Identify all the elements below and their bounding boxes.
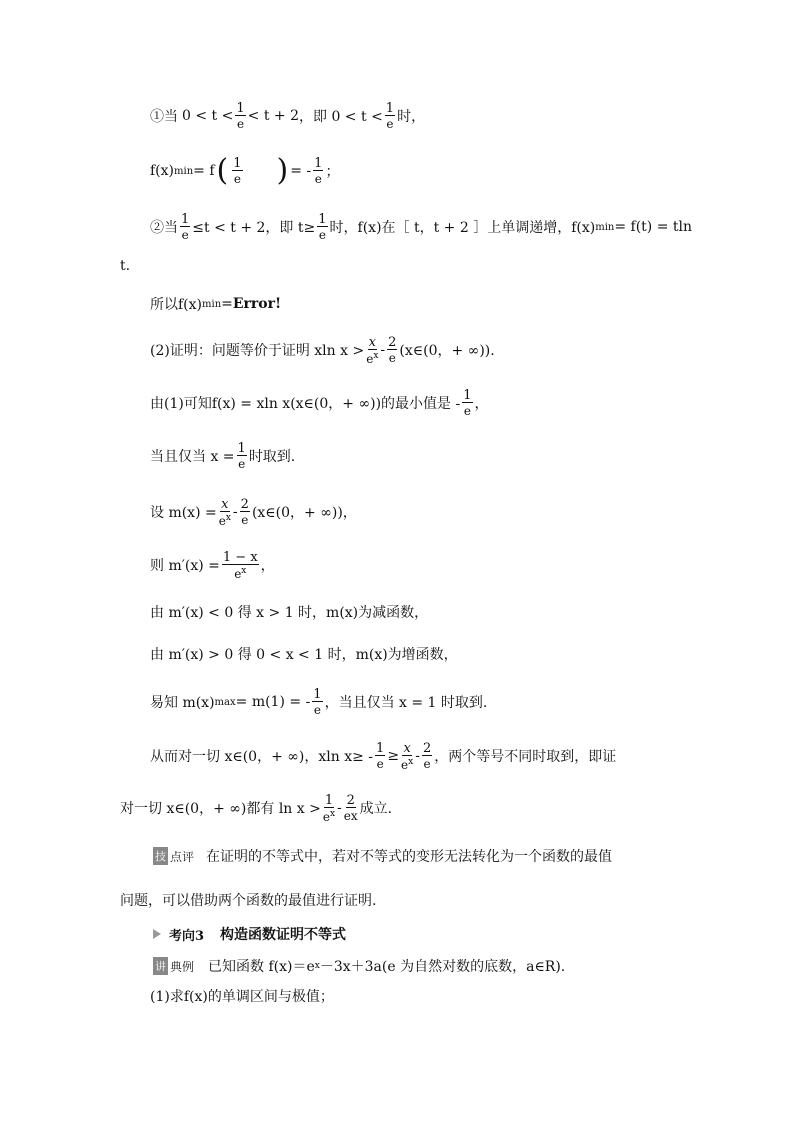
def-m-line: [150, 492, 357, 532]
fraction: $\frac{1}{e^x}$: [322, 792, 336, 824]
fraction: $\frac{1}{e}$: [318, 212, 327, 242]
from1-end: ，: [474, 396, 489, 412]
minus-sign: -: [415, 748, 420, 764]
comment-tag: 技: [153, 847, 168, 865]
fraction: $\frac{2}{e}$: [388, 335, 397, 365]
case1-suffix: 时，: [397, 109, 426, 125]
conclusion-eq: =: [221, 296, 233, 312]
comment-label: 点评: [170, 849, 195, 864]
comment-text: 在证明的不等式中，若对不等式的变形无法转化为一个函数的最值: [206, 849, 613, 865]
case2-line: [150, 207, 692, 247]
fraction: $\frac{1}{e}$: [313, 687, 322, 717]
hence2-prefix: 对一切 x∈(0，+ ∞)都有 ln x >: [120, 801, 321, 817]
example-text: 已知函数 f(x)＝e: [208, 959, 315, 975]
fraction: $\frac{1}{e}$: [463, 388, 472, 418]
hence2-line: [120, 788, 392, 828]
decreasing-line: 由 m′(x) < 0 得 x > 1 时，m(x)为减函数，: [150, 605, 429, 621]
fraction: $\frac{1}{e}$: [385, 101, 395, 131]
case2-rest: 时，f(x)在［ t，t + 2 ］上单调递增，f(x): [329, 220, 596, 236]
fraction: $\frac{2}{e}$: [422, 741, 432, 771]
mmax-mid: = m(1) = -: [235, 694, 311, 710]
hence-prefix: 从而对一切 x∈(0，+ ∞)，xln x≥ -: [150, 749, 374, 765]
case2-cond: ≤t < t + 2，即 t≥: [192, 220, 316, 236]
case1-prefix: ①当: [150, 109, 178, 125]
from1-line: [150, 383, 489, 423]
fraction: $\frac{1}{e}$: [181, 212, 190, 242]
mprime-line: [150, 545, 275, 585]
mmax-prefix: 易知 m(x): [150, 695, 215, 711]
fraction: $\frac{2}{e}$: [240, 497, 249, 527]
ge-sign: ≥: [387, 748, 400, 764]
fraction: $\frac{1}{e}$: [376, 741, 385, 771]
section-heading: [153, 916, 346, 952]
right-paren: ): [276, 153, 289, 188]
part2-tail: (x∈(0，+ ∞)).: [399, 343, 495, 359]
fraction: $\frac{1}{e}$: [237, 441, 246, 471]
fmin-eq: = f: [193, 163, 215, 179]
left-paren: (: [216, 153, 229, 188]
fmin-lhs: f(x): [150, 163, 175, 179]
part2-line: [150, 330, 495, 370]
fraction: $\frac{1}{e}$: [233, 156, 242, 186]
fmin-end: ；: [325, 164, 340, 180]
minus-sign: -: [337, 800, 342, 816]
triangle-icon: [153, 929, 161, 939]
minus-sign: -: [232, 504, 238, 520]
when1-suffix: 时取到.: [248, 449, 296, 465]
from1-text: 由(1)可知f(x) = xln x(x∈(0，+ ∞))的最小值是 -: [150, 396, 461, 412]
mprime-end: ，: [260, 558, 275, 574]
hence-line: [150, 736, 616, 776]
example-text-b: －3x＋3a(e 为自然对数的底数，a∈R).: [319, 959, 566, 975]
fraction: $\frac{x}{e^x}$: [366, 334, 379, 366]
fraction: $\frac{1}{e}$: [314, 156, 323, 186]
case1-mid: ，即 0 < t <: [299, 109, 383, 125]
case2-prefix: ②当: [150, 220, 178, 236]
when1-prefix: 当且仅当 x =: [150, 449, 235, 465]
example-tag: 讲: [153, 957, 168, 975]
case1-line: [150, 96, 425, 136]
case1-cond-b: < t + 2: [247, 108, 299, 124]
example-label: 典例: [170, 959, 195, 974]
conclusion-prefix: 所以f(x): [150, 297, 203, 313]
part2-prefix: (2)证明：问题等价于证明 xln x >: [150, 343, 365, 359]
case2-tail: = f(t) = tln: [614, 219, 693, 235]
fmin-line: [150, 151, 339, 191]
fraction: $\frac{1 - x}{e^x}$: [222, 549, 258, 581]
fraction: $\frac{x}{e^x}$: [401, 740, 414, 772]
mmax-sub: max: [214, 696, 236, 708]
mmax-suffix: ，当且仅当 x = 1 时取到.: [324, 695, 488, 711]
comment-line-2: 问题，可以借助两个函数的最值进行证明.: [120, 893, 377, 909]
fmin-after: = -: [290, 163, 312, 179]
conclusion-sub: min: [202, 298, 222, 310]
def-m-prefix: 设 m(x) =: [150, 505, 217, 521]
case2-wrap: t.: [120, 258, 131, 274]
minus-sign: -: [380, 342, 386, 358]
fmin-sub: min: [174, 165, 194, 177]
comment-line: [153, 836, 612, 876]
conclusion-line: [150, 284, 281, 324]
case2-sub: min: [595, 221, 615, 233]
fraction: $\frac{x}{e^x}$: [218, 496, 231, 528]
when1-line: [150, 436, 295, 476]
question1-line: (1)求f(x)的单调区间与极值；: [150, 989, 334, 1005]
fraction: $\frac{2}{ex}$: [343, 793, 358, 823]
hence-tail: ，两个等号不同时取到，即证: [434, 749, 617, 765]
mmax-line: [150, 682, 487, 722]
example-sup: x: [314, 961, 320, 971]
fraction: $\frac{1}{e}$: [236, 101, 245, 131]
section-title: 构造函数证明不等式: [220, 927, 347, 943]
mprime-prefix: 则 m′(x) =: [150, 558, 220, 574]
increasing-line: 由 m′(x) > 0 得 0 < x < 1 时，m(x)为增函数，: [150, 647, 458, 663]
error-text: Error!: [232, 296, 282, 312]
case1-cond-a: 0 < t <: [182, 108, 234, 124]
def-m-tail: (x∈(0，+ ∞))，: [251, 505, 357, 521]
section-num: 考向3: [169, 928, 205, 944]
hence2-suffix: 成立.: [359, 801, 393, 817]
